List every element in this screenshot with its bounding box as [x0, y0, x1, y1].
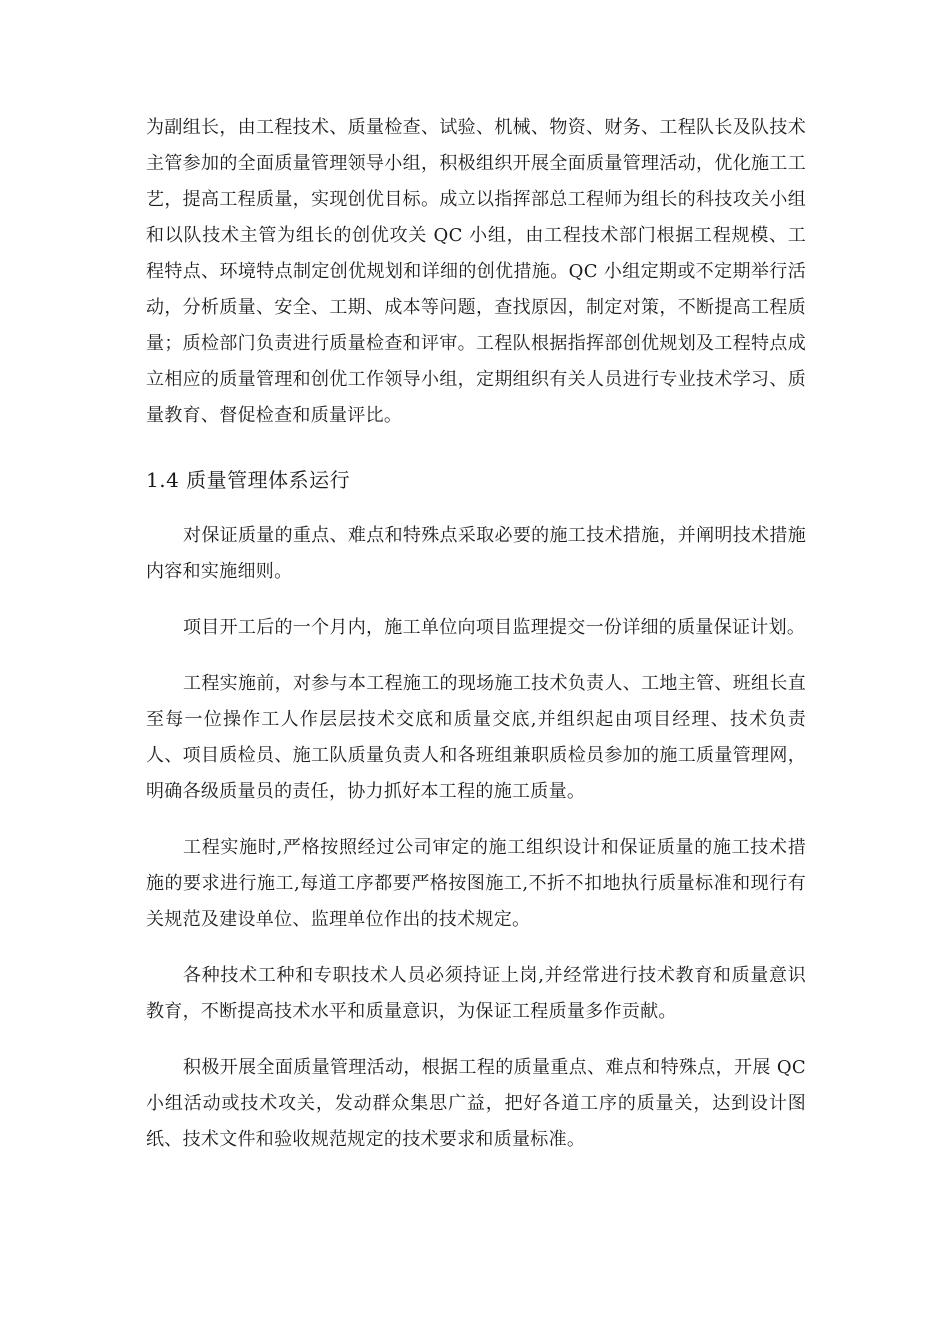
- body-paragraph: 工程实施前，对参与本工程施工的现场施工技术负责人、工地主管、班组长直至每一位操作工人作层层技术交底和质量交底,并组织起由项目经理、技术负责人、项目质检员、施工队质量负责人和各班组兼职质检员参加的施工质量管理网，明确各级质量员的责任，协力抓好本工程的施工质量。: [146, 673, 806, 802]
- section-heading: 1.4 质量管理体系运行: [146, 468, 351, 492]
- body-paragraph: 积极开展全面质量管理活动，根据工程的质量重点、难点和特殊点，开展 QC 小组活动或技术攻关，发动群众集思广益，把好各道工序的质量关，达到设计图纸、技术文件和验收规范规定的技术要求和质量标准。: [146, 1057, 806, 1150]
- intro-paragraph: 为副组长，由工程技术、质量检查、试验、机械、物资、财务、工程队长及队技术主管参加的全面质量管理领导小组，积极组织开展全面质量管理活动，优化施工工艺，提高工程质量，实现创优目标。成立以指挥部总工程师为组长的科技攻关小组和以队技术主管为组长的创优攻关 QC 小组，由工程技术部门根据工程规模、工程特点、环境特点制定创优规划和详细的创优措施。QC 小组定期或不定期举行活动，分析质量、安全、工期、成本等问题，查找原因，制定对策，不断提高工程质量；质检部门负责进行质量检查和评审。工程队根据指挥部创优规划及工程特点成立相应的质量管理和创优工作领导小组，定期组织有关人员进行专业技术学习、质量教育、督促检查和质量评比。: [146, 117, 806, 426]
- body-paragraph: 各种技术工种和专职技术人员必须持证上岗,并经常进行技术教育和质量意识教育，不断提高技术水平和质量意识，为保证工程质量多作贡献。: [146, 965, 806, 1022]
- body-paragraph: 项目开工后的一个月内，施工单位向项目监理提交一份详细的质量保证计划。: [183, 617, 806, 638]
- document-page: [146, 110, 806, 1178]
- body-paragraph: 对保证质量的重点、难点和特殊点采取必要的施工技术措施，并阐明技术措施内容和实施细则。: [146, 525, 806, 582]
- body-paragraph: 工程实施时,严格按照经过公司审定的施工组织设计和保证质量的施工技术措施的要求进行施工,每道工序都要严格按图施工,不折不扣地执行质量标准和现行有关规范及建设单位、监理单位作出的技术规定。: [146, 837, 806, 930]
